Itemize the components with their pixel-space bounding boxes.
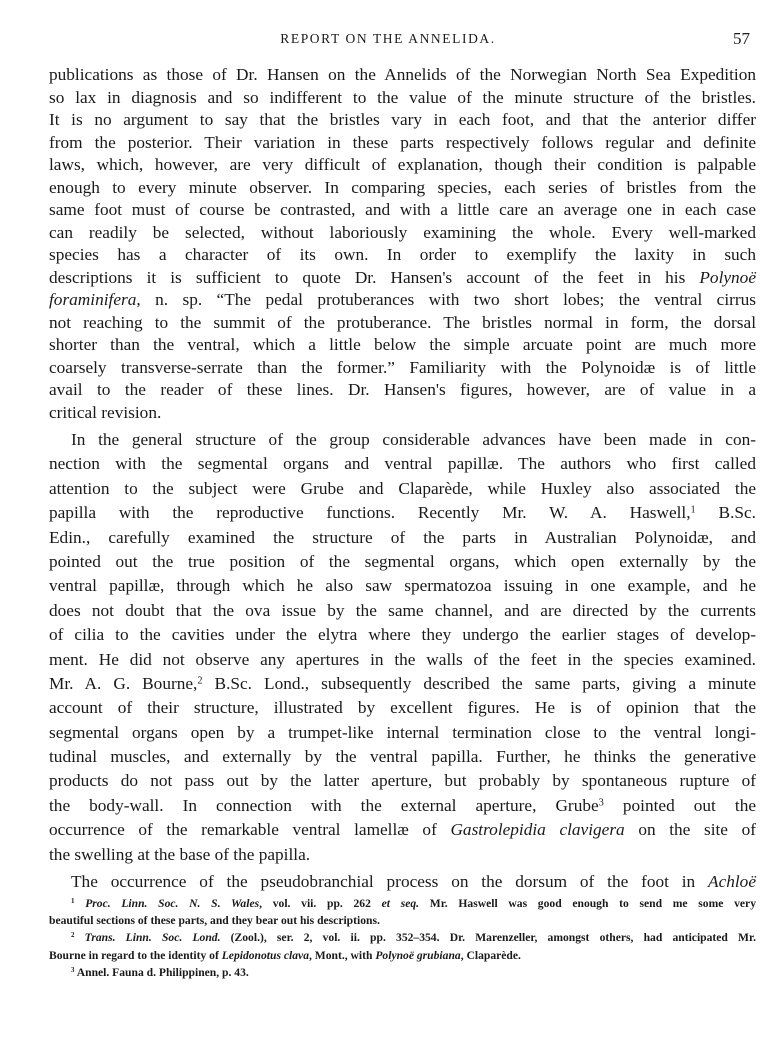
text-run: It is no argument to say that the bristles vary in each foot, and that the anterior differ (49, 110, 756, 129)
text-run: avail to the reader of these lines. Dr. Hansen's figures, however, are of value in a (49, 380, 756, 399)
italic-text: foraminifera (49, 290, 137, 309)
footnote-line (49, 912, 756, 929)
text-run: coarsely transverse-serrate than the former.” Familiarity with the Polynoidæ is of little (49, 357, 756, 377)
text-run: , Mont., with (309, 948, 376, 962)
text-run: laws, which, however, are very difficult of explanation, though their condition is palpable (49, 155, 756, 174)
italic-text: Proc. Linn. Soc. N. S. Wales (85, 897, 260, 910)
text-run: the swelling at the base of the papilla. (49, 844, 311, 864)
text-run: In the general structure of the group considerable advances have been made in con- (71, 430, 756, 449)
footnote-marker: 3 (71, 965, 75, 974)
text-run: shorter than the ventral, which a little below the simple arcuate point are much more (49, 335, 756, 354)
text-run: not reaching to the summit of the protuberance. The bristles normal in form, the dorsal (49, 312, 756, 332)
text-line (49, 177, 756, 200)
footnote-marker: 2 (71, 931, 75, 940)
running-title: REPORT ON THE ANNELIDA. (280, 31, 496, 46)
text-line (49, 244, 756, 267)
paragraph-1 (49, 64, 756, 424)
text-line (49, 818, 756, 842)
text-run: account of their structure, illustrated by excellent figures. He is of opinion that the (49, 698, 756, 718)
text-run: products do not pass out by the latter aperture, but probably by spontaneous rupture of (49, 771, 756, 791)
text-run: Mr. Haswell was good enough to send me some very (419, 897, 756, 910)
text-run: , Claparède. (460, 948, 521, 962)
text-run: , n. sp. “The pedal protuberances with two short lobes; the ventral cirrus (136, 290, 756, 309)
text-line (49, 267, 756, 290)
text-line (49, 550, 756, 574)
text-run: same foot must of course be contrasted, and with a little care an average one in each case (49, 200, 756, 219)
text-run: , vol. vii. pp. 262 (259, 897, 382, 910)
text-run: B.Sc. Lond., subsequently described the same parts, giving a minute (202, 673, 756, 693)
text-line (49, 599, 756, 623)
text-line (49, 769, 756, 793)
text-run: the body-wall. In connection with the external aperture, Grube (49, 795, 599, 815)
text-line (49, 289, 756, 312)
text-run: ment. He did not observe any apertures in the walls of the feet in the species examined. (49, 649, 756, 669)
text-line (49, 402, 756, 425)
text-line (49, 312, 756, 335)
text-run: The occurrence of the pseudobranchial process on the dorsum of the foot in (71, 872, 709, 891)
text-run: B.Sc. (695, 503, 756, 523)
text-run: Edin., carefully examined the structure of the parts in Australian Polynoidæ, and (49, 527, 756, 547)
text-run: tudinal muscles, and externally by the ventral papilla. Further, he thinks the generative (49, 747, 756, 767)
paragraph-3 (49, 870, 756, 894)
italic-text: et seq. (381, 897, 420, 910)
text-line (49, 132, 756, 155)
text-line (49, 222, 756, 245)
italic-text: Achloë (708, 872, 756, 891)
text-run: publications as those of Dr. Hansen on the Annelids of the Norwegian North Sea Expedition (49, 65, 756, 84)
text-run: of cilia to the cavities under the elytra where they undergo the earlier stages of develop- (49, 625, 756, 645)
footnote-line (49, 929, 756, 946)
text-run: Annel. Fauna d. Philippinen, p. 43. (74, 965, 249, 979)
text-run: Mr. A. G. Bourne, (49, 673, 198, 693)
text-run: pointed out the true position of the segmental organs, which open externally by the (49, 551, 756, 571)
text-line (49, 870, 756, 894)
text-run: can readily be selected, without laboriously examining the whole. Every well-marked (49, 222, 756, 242)
text-line (49, 477, 756, 501)
footnote-line (49, 947, 756, 964)
text-run: Bourne in regard to the identity of (49, 948, 222, 962)
text-run: descriptions it is sufficient to quote Dr. Hansen's account of the feet in his (49, 267, 700, 287)
text-run: pointed out the (603, 795, 756, 815)
italic-text: Polynoë (699, 267, 756, 287)
text-line (49, 696, 756, 720)
text-line (49, 199, 756, 222)
text-run: enough to every minute observer. In comparing species, each series of bristles from the (49, 177, 756, 197)
text-run: occurrence of the remarkable ventral lamellæ of (49, 820, 451, 840)
text-run: segmental organs open by a trumpet-like internal termination close to the ventral longi- (49, 722, 756, 742)
text-run: critical revision. (49, 402, 162, 422)
italic-text: Trans. Linn. Soc. Lond. (84, 931, 221, 945)
text-run: from the posterior. Their variation in these parts respectively follows regular and definite (49, 132, 756, 152)
italic-text: Gastrolepidia clavigera (450, 820, 625, 840)
text-line (49, 672, 756, 696)
text-run (74, 897, 85, 910)
footnote-marker: 3 (598, 797, 604, 809)
text-line (49, 623, 756, 647)
paragraph-2 (49, 428, 756, 867)
footnotes (49, 895, 756, 981)
italic-text: Lepidonotus clava (221, 948, 309, 962)
text-run: does not doubt that the ova issue by the same channel, and are directed by the currents (49, 600, 756, 620)
text-line (49, 745, 756, 769)
page-number: 57 (733, 29, 750, 48)
text-run: (Zool.), ser. 2, vol. ii. pp. 352–354. Dr. Marenzeller, amongst others, had anticipated Mr. (220, 931, 756, 945)
text-line (49, 574, 756, 598)
text-line (49, 501, 756, 525)
text-run: beautiful sections of these parts, and they bear out his descriptions. (49, 914, 380, 928)
text-run: nection with the segmental organs and ventral papillæ. The authors who first called (49, 454, 756, 474)
text-line (49, 379, 756, 402)
text-run: on the site of (624, 820, 756, 840)
text-line (49, 648, 756, 672)
text-run: so lax in diagnosis and so indifferent to the value of the minute structure of the bristles. (49, 87, 756, 107)
text-line (49, 428, 756, 452)
italic-text: Polynoë grubiana (375, 948, 461, 962)
text-line (49, 334, 756, 357)
footnote-marker: 1 (690, 504, 696, 516)
text-line (49, 794, 756, 818)
text-run: ventral papillæ, through which he also saw spermatozoa issuing in one example, and he (49, 576, 756, 596)
footnote-line (49, 964, 756, 981)
footnote-line (49, 895, 756, 912)
footnote-marker: 1 (71, 897, 75, 906)
text-run (74, 931, 84, 944)
text-line (49, 109, 756, 132)
text-run: species has a character of its own. In order to exemplify the laxity in such (49, 245, 756, 264)
footnote-marker: 2 (197, 675, 203, 687)
text-line (49, 154, 756, 177)
text-run: attention to the subject were Grube and Claparède, while Huxley also associated the (49, 478, 756, 498)
text-line (49, 721, 756, 745)
text-line (49, 526, 756, 550)
text-line (49, 452, 756, 476)
text-line (49, 87, 756, 110)
text-line (49, 843, 756, 867)
text-line (49, 64, 756, 87)
text-line (49, 357, 756, 380)
text-run: papilla with the reproductive functions. Recently Mr. W. A. Haswell, (49, 503, 691, 523)
